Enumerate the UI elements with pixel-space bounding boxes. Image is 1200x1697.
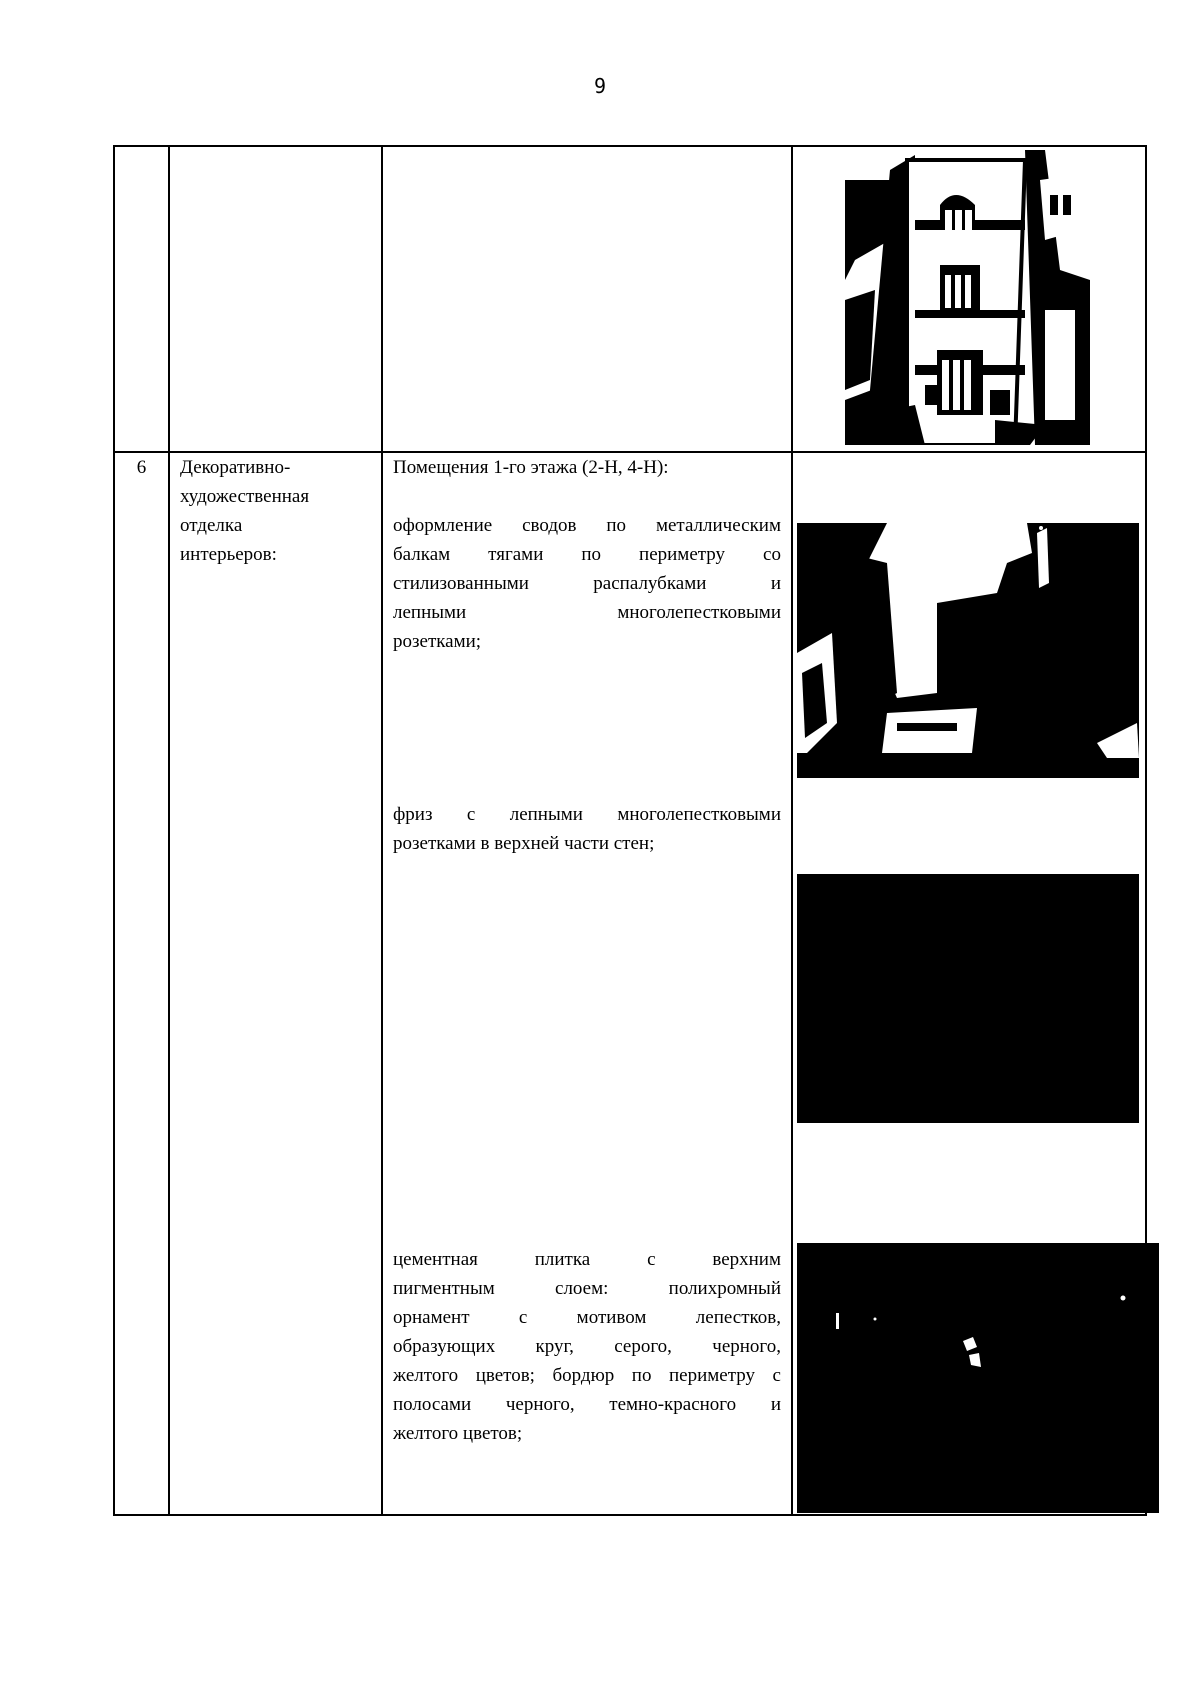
monument-table [113,145,1147,1516]
tile-line: цементная плитка с верхним [393,1249,781,1270]
tile-line: пигментным слоем: полихромный [393,1278,781,1299]
frieze-photo [797,874,1139,1123]
building-facade-photo [845,150,1090,445]
tile-line: образующих круг, серого, черного, [393,1336,781,1357]
vault-decor-line: розетками; [393,631,482,652]
frieze-line: розетками в верхней части стен; [393,833,655,854]
subject-line: художественная [180,486,310,507]
frieze-line: фриз с лепными многолепестковыми [393,804,781,825]
vault-ceiling-photo [797,523,1139,778]
rooms-heading: Помещения 1-го этажа (2-Н, 4-Н): [393,457,669,478]
vault-decor-line: лепными многолепестковыми [393,602,781,623]
column-divider-1 [168,145,170,1516]
cement-tile-photo [797,1243,1159,1513]
column-divider-3 [791,145,793,1516]
tile-line: желтого цветов; [393,1423,523,1444]
vault-decor-line: оформление сводов по металлическим [393,515,781,536]
tile-line: орнамент с мотивом лепестков, [393,1307,781,1328]
subject-line: Декоративно- [180,457,291,478]
tile-line: полосами черного, темно-красного и [393,1394,781,1415]
subject-line: интерьеров: [180,544,277,565]
vault-decor-line: стилизованными распалубками и [393,573,781,594]
tile-line: желтого цветов; бордюр по периметру с [393,1365,781,1386]
column-divider-2 [381,145,383,1516]
vault-decor-line: балкам тягами по периметру со [393,544,781,565]
row-number: 6 [136,457,147,478]
page-number: 9 [593,74,607,98]
subject-line: отделка [180,515,243,536]
